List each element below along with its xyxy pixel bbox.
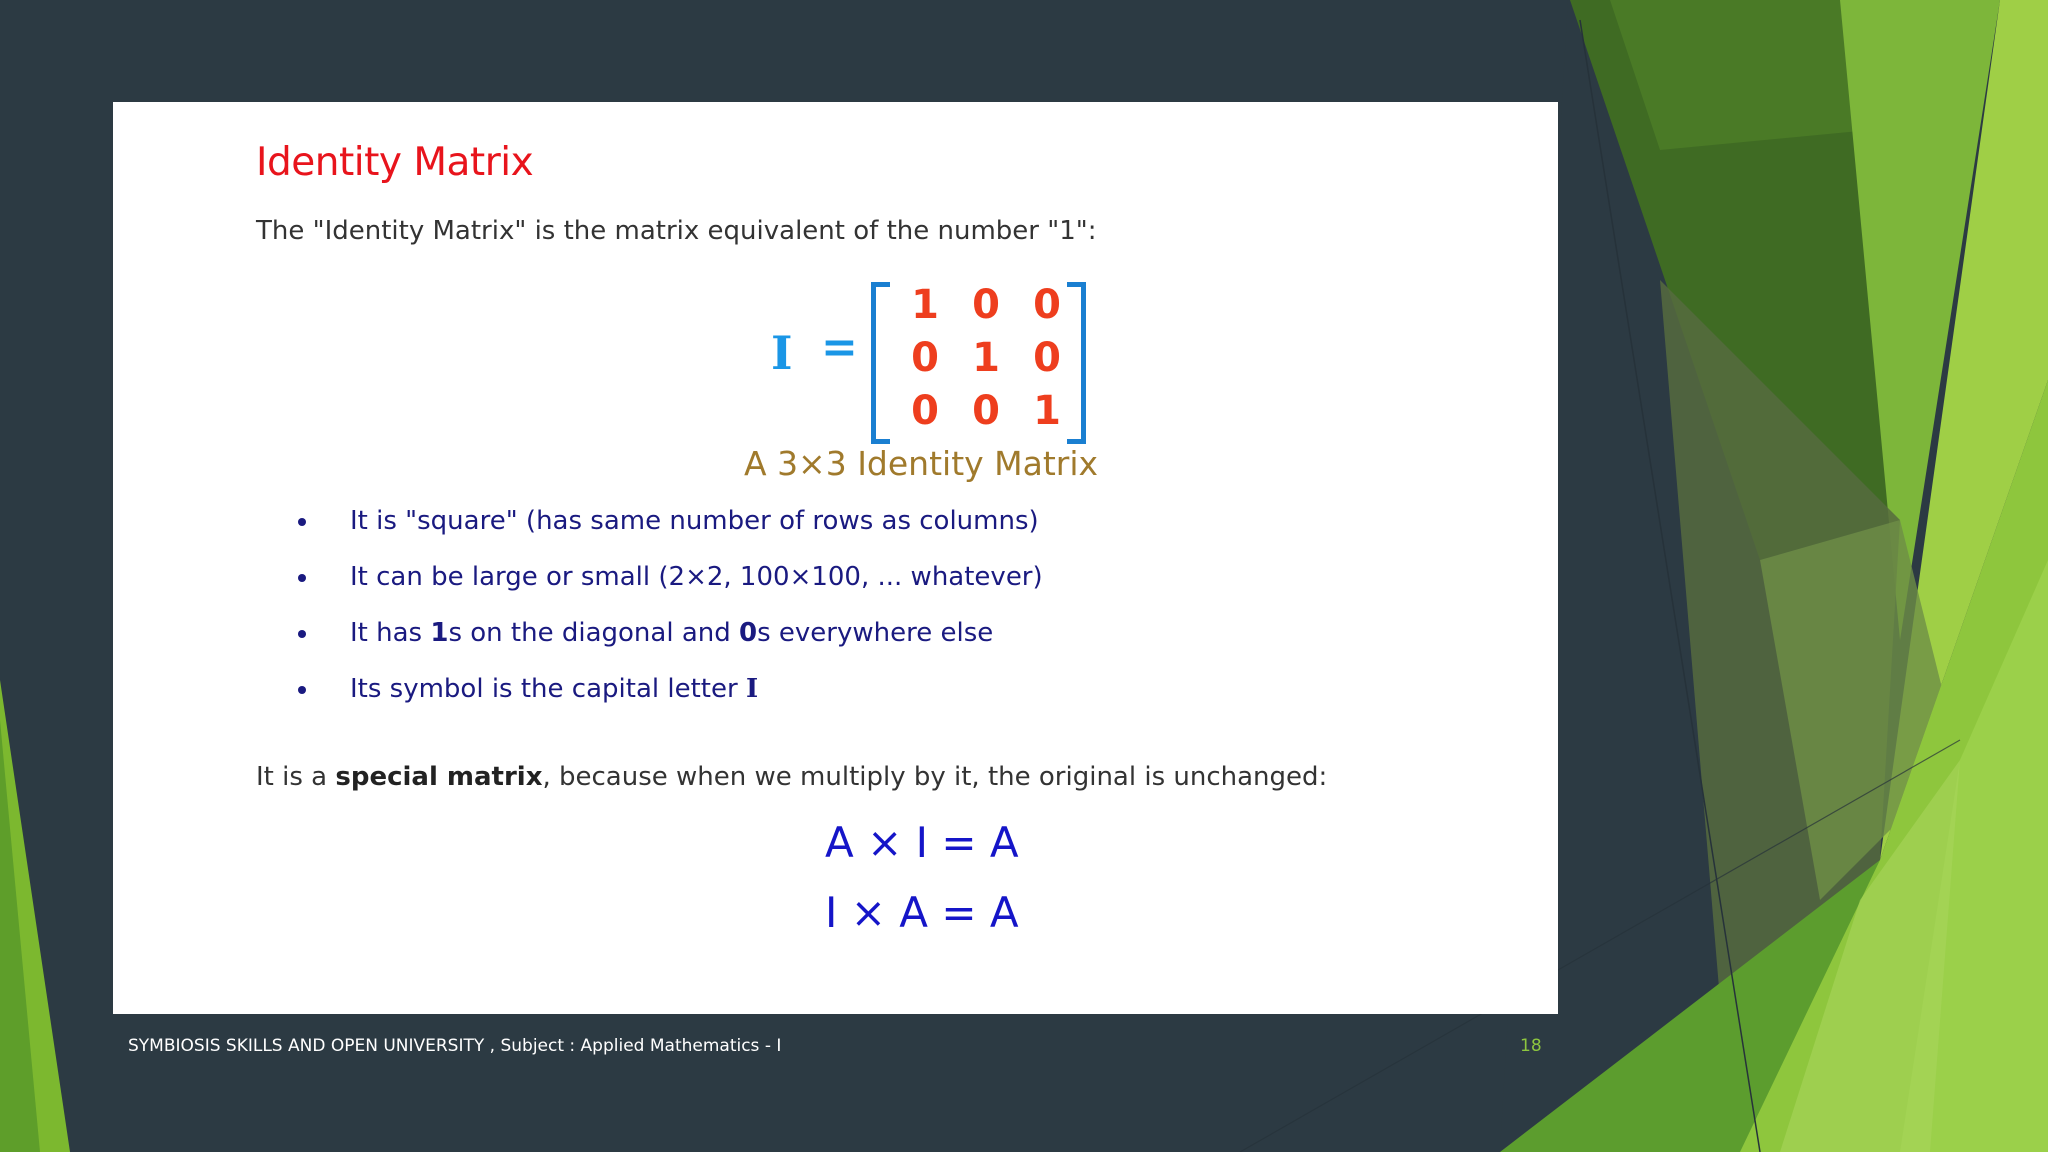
equation-a-times-i: A × I = A: [825, 818, 1019, 867]
matrix-cell: 1: [1033, 388, 1061, 434]
matrix-cell: 0: [1033, 335, 1061, 381]
bullet-dot: [298, 574, 306, 582]
matrix-symbol: I: [771, 326, 793, 380]
list-item: [298, 618, 1043, 674]
matrix-cell: 1: [911, 282, 939, 328]
matrix-cell: 0: [911, 335, 939, 381]
bullet-text: Its symbol is the capital letter: [350, 674, 746, 704]
left-bracket: [871, 282, 890, 444]
equation-i-times-a: I × A = A: [825, 888, 1019, 937]
identity-matrix: [771, 282, 1101, 442]
special-matrix-text: [256, 762, 1327, 792]
bullet-text: s everywhere else: [757, 618, 994, 648]
bullet-dot: [298, 686, 306, 694]
list-item: [298, 506, 1043, 562]
special-text-bold: special matrix: [335, 762, 543, 792]
intro-text: The "Identity Matrix" is the matrix equivalent of the number "1":: [256, 216, 1097, 246]
bullet-text: s on the diagonal and: [448, 618, 739, 648]
slide-title: Identity Matrix: [256, 140, 534, 185]
slide-content-card: [113, 102, 1558, 1014]
bullet-text: It can be large or small (2×2, 100×100, ... whatever): [350, 562, 1043, 592]
matrix-cell: 0: [1033, 282, 1061, 328]
bullet-bold: I: [745, 674, 759, 704]
matrix-cell: 1: [972, 335, 1000, 381]
bullet-dot: [298, 518, 306, 526]
list-item: [298, 674, 1043, 730]
matrix-cell: 0: [911, 388, 939, 434]
matrix-caption: A 3×3 Identity Matrix: [744, 444, 1099, 483]
matrix-equals-sign: =: [821, 322, 858, 373]
bullet-list: [298, 506, 1043, 730]
bullet-dot: [298, 630, 306, 638]
special-text-pre: It is a: [256, 762, 336, 792]
matrix-cell: 0: [972, 282, 1000, 328]
bullet-text: It has: [350, 618, 431, 648]
bullet-bold: 1: [430, 618, 449, 648]
special-text-post: , because when we multiply by it, the original is unchanged:: [542, 762, 1328, 792]
right-bracket: [1067, 282, 1086, 444]
list-item: [298, 562, 1043, 618]
matrix-cell: 0: [972, 388, 1000, 434]
footer-text: SYMBIOSIS SKILLS AND OPEN UNIVERSITY , Subject : Applied Mathematics - I: [128, 1036, 782, 1056]
slide-number: 18: [1520, 1036, 1542, 1056]
bullet-text: It is "square" (has same number of rows as columns): [350, 506, 1039, 536]
bullet-bold: 0: [739, 618, 758, 648]
